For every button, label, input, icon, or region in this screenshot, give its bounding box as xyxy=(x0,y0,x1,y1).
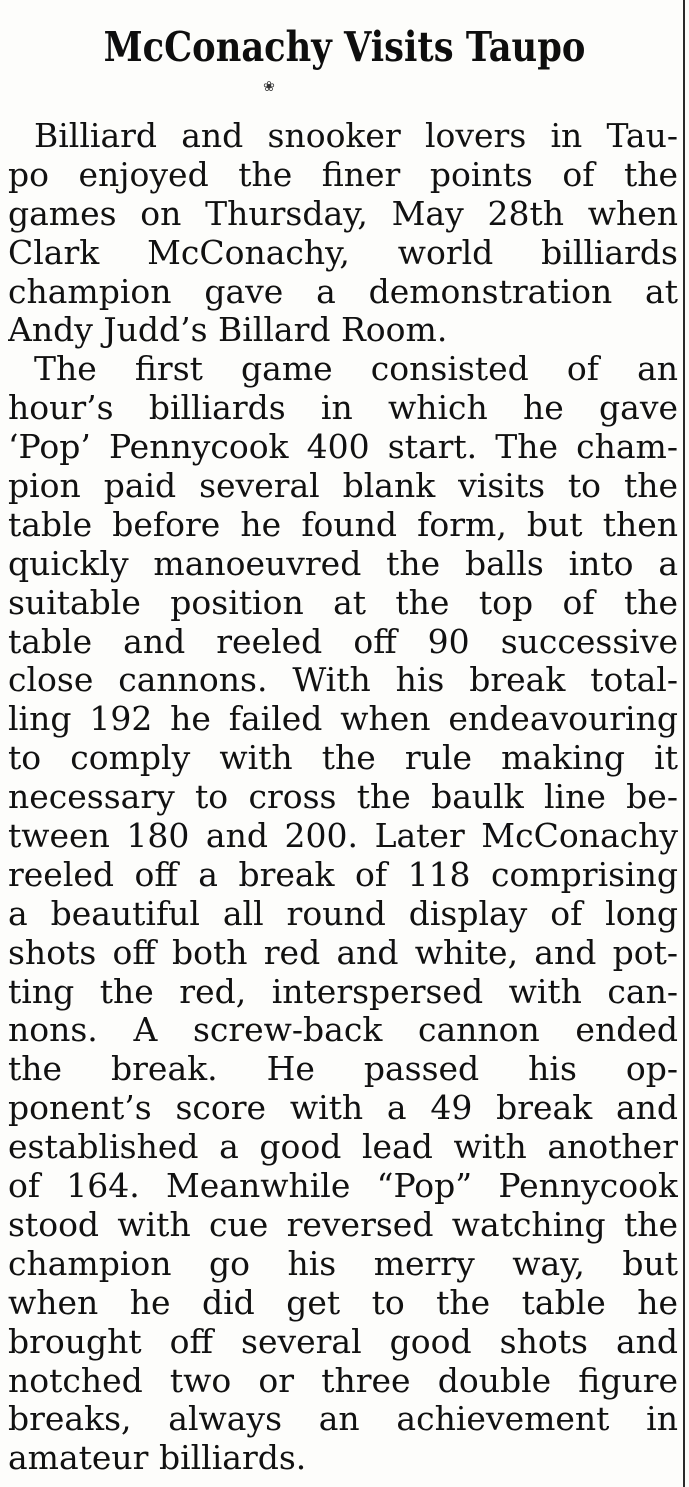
article-line: games on Thursday, May 28th when xyxy=(8,194,678,233)
article-line: amateur billiards. xyxy=(8,1439,307,1478)
article-line: pion paid several blank visits to the xyxy=(8,467,678,506)
article-line: shots off both red and white, and pot- xyxy=(8,933,678,972)
article-line: ‘Pop’ Pennycook 400 start. The cham- xyxy=(8,428,678,467)
article-line: ponent’s score with a 49 break and xyxy=(8,1089,678,1128)
article-line: suitable position at the top of the xyxy=(8,583,678,622)
column-rule xyxy=(683,0,685,1487)
article-line: when he did get to the table he xyxy=(8,1283,678,1322)
article-line: The first game consisted of an xyxy=(34,350,678,389)
article-line: established a good lead with another xyxy=(8,1128,678,1167)
article-line: of 164. Meanwhile “Pop” Pennycook xyxy=(8,1167,678,1206)
article-line: ling 192 he failed when endeavouring xyxy=(8,700,678,739)
article-line: champion go his merry way, but xyxy=(8,1244,678,1283)
ornament-icon: ❀ xyxy=(263,79,275,95)
article-line: hour’s billiards in which he gave xyxy=(8,389,678,428)
article-line: ting the red, interspersed with can- xyxy=(8,972,678,1011)
article-line: notched two or three double figure xyxy=(8,1361,678,1400)
article-line: reeled off a break of 118 comprising xyxy=(8,855,678,894)
article-line: the break. He passed his op- xyxy=(8,1050,678,1089)
article-line: table before he found form, but then xyxy=(8,505,678,544)
article-line: stood with cue reversed watching the xyxy=(8,1205,678,1244)
article-line: po enjoyed the finer points of the xyxy=(8,155,678,194)
article-line: to comply with the rule making it xyxy=(8,739,678,778)
article-line: nons. A screw-back cannon ended xyxy=(8,1011,678,1050)
article-line: Clark McConachy, world billiards xyxy=(8,233,678,272)
article-line: necessary to cross the baulk line be- xyxy=(8,778,678,817)
article-line: a beautiful all round display of long xyxy=(8,894,678,933)
article-line: tween 180 and 200. Later McConachy xyxy=(8,817,678,856)
article-line: Billiard and snooker lovers in Tau- xyxy=(34,117,678,155)
article-line: breaks, always an achievement in xyxy=(8,1400,678,1439)
article-line: Andy Judd’s Billard Room. xyxy=(8,311,448,350)
headline: McConachy Visits Taupo xyxy=(103,23,586,71)
article-line: quickly manoeuvred the balls into a xyxy=(8,544,678,583)
article-body xyxy=(8,117,678,1478)
article-line: close cannons. With his break total- xyxy=(8,661,678,700)
article-line: table and reeled off 90 successive xyxy=(8,622,678,661)
article-line: brought off several good shots and xyxy=(8,1322,678,1361)
article-line: champion gave a demonstration at xyxy=(8,272,678,311)
